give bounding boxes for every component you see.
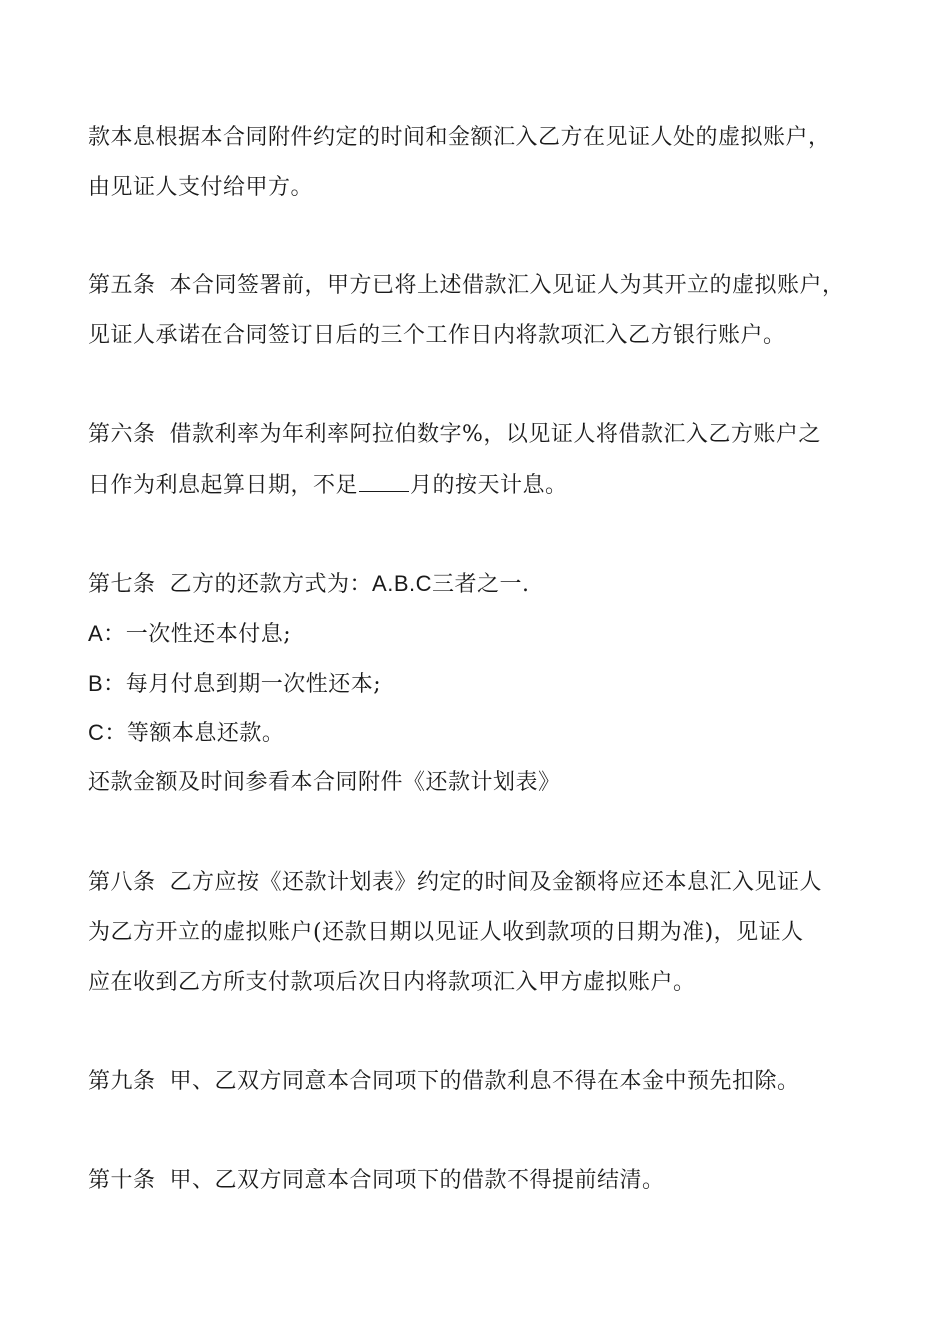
article-7-latin: A.B.C — [372, 571, 432, 596]
para-continue-line1: 款本息根据本合同附件约定的时间和金额汇入乙方在见证人处的虚拟账户， — [88, 125, 831, 150]
article-9-line1 — [88, 1068, 800, 1096]
article-6-text2-before: 日作为利息起算日期，不足 — [88, 473, 359, 498]
article-7-label: 第七条 — [88, 572, 156, 597]
option-a-text: 一次性还本付息; — [125, 622, 292, 647]
option-b-text: 每月付息到期一次性还本; — [125, 672, 382, 697]
article-6-line1 — [88, 421, 821, 449]
article-6-text1: 借款利率为年利率阿拉伯数字%，以见证人将借款汇入乙方账户之 — [169, 422, 821, 447]
article-7-note: 还款金额及时间参看本合同附件《还款计划表》 — [88, 770, 561, 795]
option-c-key: C： — [88, 720, 127, 745]
option-b-key: B： — [88, 671, 126, 696]
article-5-line1 — [88, 272, 845, 300]
article-10-line1 — [88, 1167, 665, 1195]
article-6-line2 — [88, 471, 568, 500]
para-continue-line2: 由见证人支付给甲方。 — [88, 175, 314, 200]
article-8-label: 第八条 — [88, 870, 156, 895]
option-a-line — [88, 620, 291, 649]
article-7-line1 — [88, 570, 530, 599]
article-6-label: 第六条 — [88, 422, 156, 447]
article-8-line1 — [88, 869, 822, 897]
blank-fill-line — [359, 471, 409, 492]
option-a-key: A： — [88, 621, 126, 646]
article-5-text1: 本合同签署前，甲方已将上述借款汇入见证人为其开立的虚拟账户， — [169, 273, 845, 298]
article-6-text2-after: 月的按天计息。 — [410, 473, 568, 498]
option-b-line — [88, 670, 381, 699]
article-9-label: 第九条 — [88, 1069, 156, 1094]
article-9-text1: 甲、乙双方同意本合同项下的借款利息不得在本金中预先扣除。 — [169, 1069, 800, 1094]
article-5-label: 第五条 — [88, 273, 156, 298]
article-7-text1: 乙方的还款方式为： — [169, 572, 373, 597]
article-8-text1: 乙方应按《还款计划表》约定的时间及金额将应还本息汇入见证人 — [169, 870, 823, 895]
article-10-text1: 甲、乙双方同意本合同项下的借款不得提前结清。 — [169, 1168, 665, 1193]
article-8-line3: 应在收到乙方所支付款项后次日内将款项汇入甲方虚拟账户。 — [88, 970, 696, 995]
article-10-label: 第十条 — [88, 1168, 156, 1193]
article-7-tail: 三者之一. — [432, 572, 530, 597]
article-5-line2: 见证人承诺在合同签订日后的三个工作日内将款项汇入乙方银行账户。 — [88, 323, 786, 348]
article-8-line2: 为乙方开立的虚拟账户(还款日期以见证人收到款项的日期为准)，见证人 — [88, 920, 804, 945]
option-c-text: 等额本息还款。 — [126, 721, 285, 746]
option-c-line — [88, 719, 284, 748]
